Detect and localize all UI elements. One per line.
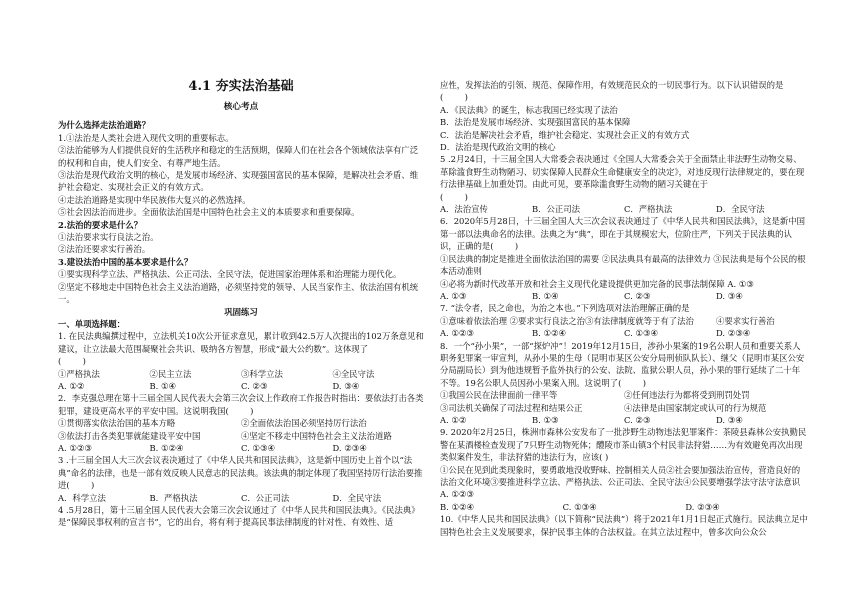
question-1: 1. 在民法典编撰过程中，立法机关10次公开征求意见，累计收到42.5万人次提出的102万条意见和建议，让立法最大范围凝聚社会共识、吸纳各方智慧，形成“最大公约数”。这体现了: [58, 331, 424, 354]
option: C．严格执法: [624, 204, 673, 215]
q8-items: [440, 402, 808, 414]
q9-options: [440, 501, 808, 513]
q7-items: [440, 315, 808, 327]
q1-items: [58, 368, 424, 380]
question-3: [58, 454, 424, 491]
question-heading-why: 为什么选择走法治道路？: [58, 120, 151, 131]
item: ①严格执法: [58, 368, 100, 379]
answer-blank: ( ): [440, 191, 468, 202]
question-5: 5 .2月24日，十三届全国人大常委会表决通过《全国人大常委会关于全面禁止非法野生动物交易、革除滥食野生动物陋习、切实保障人民群众生命健康安全的决定》，对违反现行法律规定的，要在现行法律基础上加重处罚。由此可见，要革除滥食野生动物的陋习关键在于: [440, 154, 805, 190]
basic-point: ①要实现科学立法、严格执法、公正司法、全民守法，促进国家治理体系和治理能力现代化。: [58, 269, 402, 280]
why-point: 1.①法治是人类社会进入现代文明的重要标志。: [58, 132, 234, 143]
why-point: ④走法治道路是实现中华民族伟大复兴的必然选择。: [58, 194, 251, 205]
why-point: ⑤社会因法治而进步。全面依法治国是中国特色社会主义的本质要求和重要保障。: [58, 207, 360, 218]
requirement-point: ②法治还要求实行善治。: [58, 244, 151, 255]
option: A．法治宣传: [440, 204, 488, 215]
option: B. ①②④: [532, 328, 567, 339]
option: D．法治是现代政治文明的核心: [440, 142, 556, 153]
item: ④全民守法: [332, 368, 375, 379]
question-8: [440, 340, 808, 390]
option: D．全民守法: [716, 204, 765, 215]
section-heading: 一、单项选择题：: [58, 318, 125, 329]
requirement-point: ①法治要求实行良法之治。: [58, 232, 159, 243]
item: ②任何违法行为都将受到刑罚处罚: [624, 390, 750, 401]
option: D. ②③④: [685, 501, 720, 512]
item: ③科学立法: [241, 368, 283, 379]
option: B. ①②④: [149, 442, 184, 453]
item: ①公民在见到此类现象时，要勇敢地没收野味、控制相关人员②社会要加强法治宣传，营造良好的法治文化环境③要推进科学立法、严格执法、公正司法、全民守法④公民要增强学法守法守法意识 A. ①②③: [440, 464, 801, 500]
answer-blank: ( ): [440, 92, 468, 103]
option: B. ①②④: [440, 501, 475, 512]
item: ③依法打击各类犯罪就能建设平安中国: [58, 430, 201, 441]
question-text: 8．一个“孙小果”，一部“探炉冲”！2019年12月15日，涉孙小果案的19名公职人员和重要关系人职务犯罪案一审宣判，从孙小果的生母（昆明市某区公安分局刑侦队队长）、继父（昆明市某区公安分局副局长）到为他违规暂予监外执行的公安、法院、监狱公职人员，孙小果的罪行延续了二十年不等。19名公职人员因孙小果案入刑。这说明了: [440, 340, 805, 388]
core-points-heading: 核心考点: [223, 102, 259, 112]
option: D. ③④: [716, 290, 743, 301]
left-column: [58, 0, 424, 529]
question-6: [440, 215, 808, 252]
basic-point: ②坚定不移地走中国特色社会主义法治道路，必须坚持党的领导、人民当家作主、依法治国有机统一。: [58, 281, 419, 305]
q8-items: [440, 389, 808, 401]
right-column: [440, 0, 808, 538]
answer-blank: ( ): [66, 480, 95, 491]
item: ②全面依法治国必须坚持厉行法治: [241, 418, 367, 429]
item: ①民法典的制定是推进全面依法治国的需要 ②民法典具有最高的法律效力 ③民法典是每个公民的根本活动准则: [440, 253, 806, 277]
item: ④要求实行善治: [716, 315, 775, 326]
option: D. ②③④: [332, 442, 367, 453]
option: A．科学立法: [58, 492, 106, 503]
q2-options: [58, 442, 424, 454]
option: C. ②③: [624, 414, 651, 425]
option: B. ①③: [532, 414, 559, 425]
option: A. ①②③: [440, 328, 474, 339]
option: B. ①④: [149, 380, 176, 391]
why-point: ②法治能够为人们提供良好的生活秩序和稳定的生活预期，保障人们在社会各个领域依法享有广泛的权利和自由，使人们安全、有尊严地生活。: [58, 145, 419, 168]
option: C. ②③: [241, 380, 268, 391]
q7-options: [440, 327, 808, 339]
question-text: 2．李克强总理在第十三届全国人民代表大会第三次会议上作政府工作报告时指出：要依法打击各类犯罪，建设更高水平的平安中国。这说明我国: [58, 393, 424, 416]
option: D. ③④: [716, 414, 743, 425]
question-7: 7. “法令者，民之命也，为治之本也。”下列选项对法治理解正确的是: [440, 303, 690, 314]
option: C. ②③: [624, 290, 651, 301]
item: ④坚定不移走中国特色社会主义法治道路: [241, 430, 392, 441]
option: D. ③④: [332, 380, 360, 391]
item: ③司法机关确保了司法过程和结果公正: [440, 402, 583, 413]
option: A. ①②③: [58, 442, 92, 453]
option: A．《民法典》的诞生，标志我国已经实现了法治: [440, 104, 618, 115]
page-title: 4.1 夯实法治基础: [188, 79, 294, 94]
q5-options: [440, 203, 808, 215]
option: B．公正司法: [532, 204, 581, 215]
item: ④法律是由国家制定或认可的行为规范: [624, 402, 767, 413]
option: D. ②③④: [716, 328, 751, 339]
practice-title: 巩固练习: [224, 306, 258, 317]
q6-options: [440, 290, 808, 302]
item: ①贯彻落实依法治国的基本方略: [58, 418, 176, 429]
option: C．公正司法: [241, 492, 290, 503]
item: ①我国公民在法律面前一律平等: [440, 390, 558, 401]
question-4-continued: 应性，发挥法治的引领、规范、保障作用，有效规范民众的一切民事行为。以下认识错误的是: [440, 80, 784, 90]
option: C. ①③④: [562, 501, 597, 512]
option: C. ①③④: [624, 328, 658, 339]
option: A. ①③: [440, 290, 467, 301]
question-9: 9. 2020年2月25日，株洲市森林公安发布了一批涉野生动物违法犯罪案件：茶陵县森林公安执勤民警在某酒楼检查发现了7只野生动物死体；醴陵市茶山镇3个村民非法狩猎……为有效避免再次出现类似案件发生，非法狩猎的违法行为，应该( ): [440, 427, 807, 463]
question-4: 4 .5月28日，第十三届全国人民代表大会第三次会议通过了《中华人民共和国民法典》。《民法典》是“保障民事权利的宣言书”，它的出台，将有利于提高民事法律制度的针对性、有效性、适: [58, 505, 420, 528]
question-10: 10.《中华人民共和国民法典》（以下简称“民法典”）将于2021年1月1日起正式施行。民法典立足中国特色社会主义发展要求，保护民事主体的合法权益。在其立法过程中，曾多次向公众公: [440, 514, 808, 537]
question-2: [58, 392, 424, 417]
option: D．全民守法: [332, 492, 382, 503]
item: ①意味着依法治理 ②要求实行良法之治③有法律制度就等于有了法治: [440, 315, 694, 326]
option: A. ①②: [58, 380, 85, 391]
option: C．法治是解决社会矛盾，维护社会稳定、实现社会正义的有效方式: [440, 129, 690, 140]
answer-blank: ( ): [490, 241, 519, 252]
item: ④必将为新时代改革开放和社会主义现代化建设提供更加完备的民事法制保障 A. ①③: [440, 278, 754, 289]
q3-options: [58, 492, 424, 504]
question-heading-requirements: 2.法治的要求是什么？: [58, 219, 143, 230]
question-text: 3 .十三届全国人大三次会议表决通过了《中华人民共和国民法典》，这是新中国历史上首个以“法典”命名的法律，也是一部有效反映人民意志的民法典。该法典的制定体现了我国坚持厉行法治要推进: [58, 455, 423, 491]
option: C. ①③④: [241, 442, 275, 453]
q2-items: [58, 430, 424, 442]
option: B．法治是发展市场经济、实现强国富民的基本保障: [440, 117, 631, 128]
q8-options: [440, 414, 808, 426]
answer-blank: ( ): [618, 377, 646, 388]
why-point: ③法治是现代政治文明的核心，是发展市场经济、实现强国富民的基本保障，是解决社会矛盾、维护社会稳定、实现社会正义的有效方式。: [58, 170, 419, 193]
question-text: 6．2020年5月28日，十三届全国人大三次会议表决通过了《中华人民共和国民法典》，这是新中国第一部以法典命名的法律。法典之为“典”，即在于其规模宏大，位阶庄严，下列关于民法典的认识，正确的是: [440, 216, 806, 252]
answer-blank: ( ): [58, 356, 86, 367]
option: B. ①④: [532, 290, 559, 301]
q1-options: [58, 380, 424, 392]
q2-items: [58, 417, 424, 429]
option: A. ①②: [440, 414, 467, 425]
question-heading-basic: 3.建设法治中国的基本要求是什么？: [58, 256, 193, 267]
option: B．严格执法: [149, 492, 198, 503]
item: ②民主立法: [149, 368, 192, 379]
answer-blank: ( ): [225, 405, 254, 416]
